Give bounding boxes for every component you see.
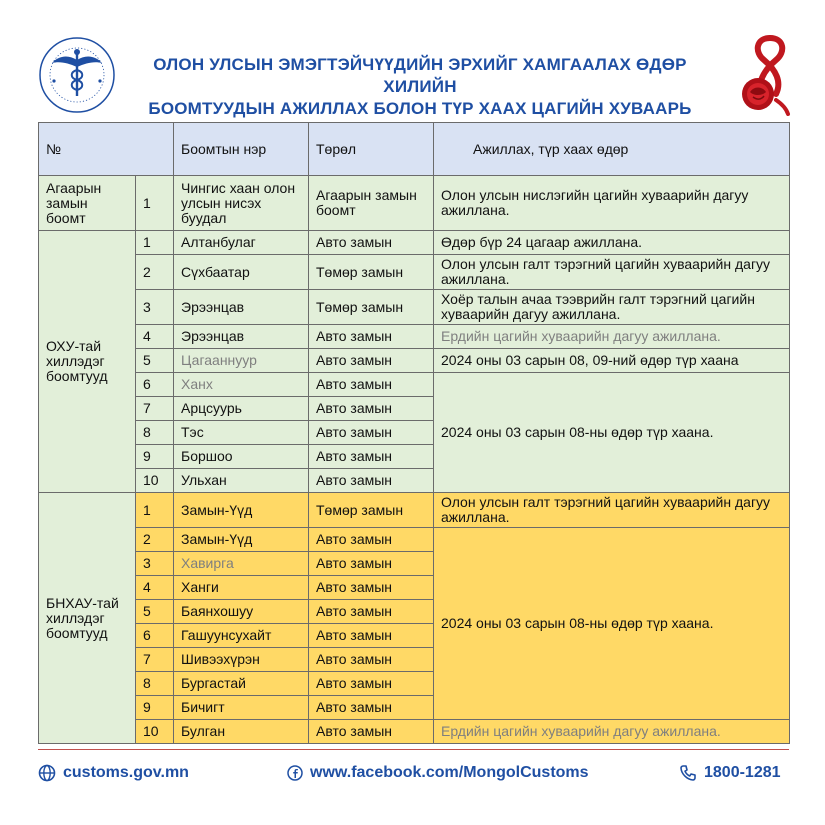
crossing-name: Гашуунсухайт: [174, 624, 309, 648]
merged-schedule-china: 2024 оны 03 сарын 08-ны өдөр түр хаана.: [434, 528, 790, 720]
crossing-name: Хавирга: [174, 552, 309, 576]
row-no: 5: [136, 349, 174, 373]
crossing-type: Төмөр замын: [309, 493, 434, 528]
crossing-type: Авто замын: [309, 231, 434, 255]
crossing-name: Цагааннуур: [174, 349, 309, 373]
row-no: 5: [136, 600, 174, 624]
table-row: [39, 255, 790, 290]
page-title: [130, 54, 710, 120]
header-type: Төрөл: [309, 123, 434, 176]
row-no: 7: [136, 397, 174, 421]
footer-divider: [38, 749, 789, 750]
crossing-name: Булган: [174, 720, 309, 744]
crossing-name: Бичигт: [174, 696, 309, 720]
crossing-type: Авто замын: [309, 672, 434, 696]
border-crossing-schedule-table: [38, 122, 790, 744]
row-no: 8: [136, 672, 174, 696]
table-row: [39, 493, 790, 528]
crossing-type: Авто замын: [309, 576, 434, 600]
crossing-schedule: Олон улсын галт тэрэгний цагийн хуваарийн дагуу ажиллана.: [434, 255, 790, 290]
row-no: 10: [136, 720, 174, 744]
crossing-schedule: 2024 оны 03 сарын 08, 09-ний өдөр түр хаана: [434, 349, 790, 373]
crossing-name: Эрээнцав: [174, 325, 309, 349]
header-name: Боомтын нэр: [174, 123, 309, 176]
globe-icon: [38, 764, 56, 782]
crossing-name: Бургастай: [174, 672, 309, 696]
group-air: Агаарын замын боомт: [39, 176, 136, 231]
crossing-type: Авто замын: [309, 373, 434, 397]
crossing-type: Авто замын: [309, 624, 434, 648]
crossing-name: Тэс: [174, 421, 309, 445]
phone-link[interactable]: [679, 764, 781, 782]
title-line-2: БООМТУУДЫН АЖИЛЛАХ БОЛОН ТҮР ХААХ ЦАГИЙН ХУВААРЬ: [148, 99, 692, 118]
header-schedule: [434, 123, 790, 176]
row-no: 8: [136, 421, 174, 445]
header-schedule-label: Ажиллах, түр хаах өдөр: [473, 140, 629, 157]
row-no: 4: [136, 576, 174, 600]
group-china: [39, 493, 136, 744]
row-no: 1: [136, 231, 174, 255]
crossing-name: Замын-Үүд: [174, 493, 309, 528]
crossing-name: Ханх: [174, 373, 309, 397]
crossing-schedule: Хоёр талын ачаа тээврийн галт тэрэгний цагийн хуваарийн дагуу ажиллана.: [434, 290, 790, 325]
crossing-type: Авто замын: [309, 528, 434, 552]
row-no: 2: [136, 255, 174, 290]
table-header-row: [39, 123, 790, 176]
table-row: [39, 176, 790, 231]
mongolian-customs-logo-icon: [38, 36, 116, 114]
group-russia: [39, 231, 136, 493]
row-no: 3: [136, 290, 174, 325]
crossing-schedule: Өдөр бүр 24 цагаар ажиллана.: [434, 231, 790, 255]
table-row: [39, 528, 790, 552]
crossing-name: Чингис хаан олон улсын нисэх буудал: [174, 176, 309, 231]
website-text: customs.gov.mn: [63, 764, 189, 781]
row-no: 10: [136, 469, 174, 493]
crossing-schedule: Олон улсын галт тэрэгний цагийн хуваарийн дагуу ажиллана.: [434, 493, 790, 528]
row-no: 1: [136, 493, 174, 528]
crossing-name: Шивээхүрэн: [174, 648, 309, 672]
table-row: [39, 720, 790, 744]
row-no: 1: [136, 176, 174, 231]
row-no: 6: [136, 373, 174, 397]
footer: [38, 764, 793, 788]
table-row: [39, 373, 790, 397]
crossing-name: Боршоо: [174, 445, 309, 469]
crossing-name: Баянхошуу: [174, 600, 309, 624]
crossing-schedule: Ердийн цагийн хуваарийн дагуу ажиллана.: [434, 325, 790, 349]
phone-text: 1800-1281: [704, 764, 781, 781]
row-no: 4: [136, 325, 174, 349]
crossing-type: Агаарын замын боомт: [309, 176, 434, 231]
facebook-link[interactable]: [287, 764, 589, 782]
header: [0, 0, 825, 122]
row-no: 2: [136, 528, 174, 552]
row-no: 9: [136, 696, 174, 720]
crossing-type: Авто замын: [309, 552, 434, 576]
table-row: [39, 349, 790, 373]
crossing-type: Авто замын: [309, 696, 434, 720]
header-no: №: [39, 123, 174, 176]
row-no: 9: [136, 445, 174, 469]
group-russia-label: ОХУ-тай хиллэдэг боомтууд: [46, 338, 108, 384]
crossing-type: Авто замын: [309, 469, 434, 493]
crossing-name: Ульхан: [174, 469, 309, 493]
title-line-1: ОЛОН УЛСЫН ЭМЭГТЭЙЧҮҮДИЙН ЭРХИЙГ ХАМГААЛАХ ӨДӨР ХИЛИЙН: [153, 55, 687, 96]
crossing-type: Авто замын: [309, 349, 434, 373]
march-8-rose-icon: [736, 34, 798, 116]
crossing-name: Алтанбулаг: [174, 231, 309, 255]
crossing-type: Авто замын: [309, 421, 434, 445]
crossing-name: Арцсуурь: [174, 397, 309, 421]
facebook-text: www.facebook.com/MongolCustoms: [310, 764, 589, 781]
row-no: 6: [136, 624, 174, 648]
crossing-type: Авто замын: [309, 325, 434, 349]
website-link[interactable]: [38, 764, 189, 782]
merged-schedule-russia: 2024 оны 03 сарын 08-ны өдөр түр хаана.: [434, 373, 790, 493]
table-row: [39, 231, 790, 255]
crossing-type: Авто замын: [309, 648, 434, 672]
table-row: [39, 290, 790, 325]
crossing-type: Төмөр замын: [309, 290, 434, 325]
crossing-type: Авто замын: [309, 445, 434, 469]
crossing-schedule: Олон улсын нислэгийн цагийн хуваарийн дагуу ажиллана.: [434, 176, 790, 231]
row-no: 7: [136, 648, 174, 672]
crossing-type: Авто замын: [309, 397, 434, 421]
phone-icon: [679, 764, 697, 782]
facebook-icon: [287, 765, 303, 781]
crossing-name: Ханги: [174, 576, 309, 600]
crossing-name: Сүхбаатар: [174, 255, 309, 290]
crossing-name: Эрээнцав: [174, 290, 309, 325]
crossing-type: Авто замын: [309, 720, 434, 744]
crossing-schedule: Ердийн цагийн хуваарийн дагуу ажиллана.: [434, 720, 790, 744]
table-row: [39, 325, 790, 349]
crossing-type: Авто замын: [309, 600, 434, 624]
group-china-label: БНХАУ-тай хиллэдэг боомтууд: [46, 594, 119, 641]
row-no: 3: [136, 552, 174, 576]
crossing-name: Замын-Үүд: [174, 528, 309, 552]
crossing-type: Төмөр замын: [309, 255, 434, 290]
